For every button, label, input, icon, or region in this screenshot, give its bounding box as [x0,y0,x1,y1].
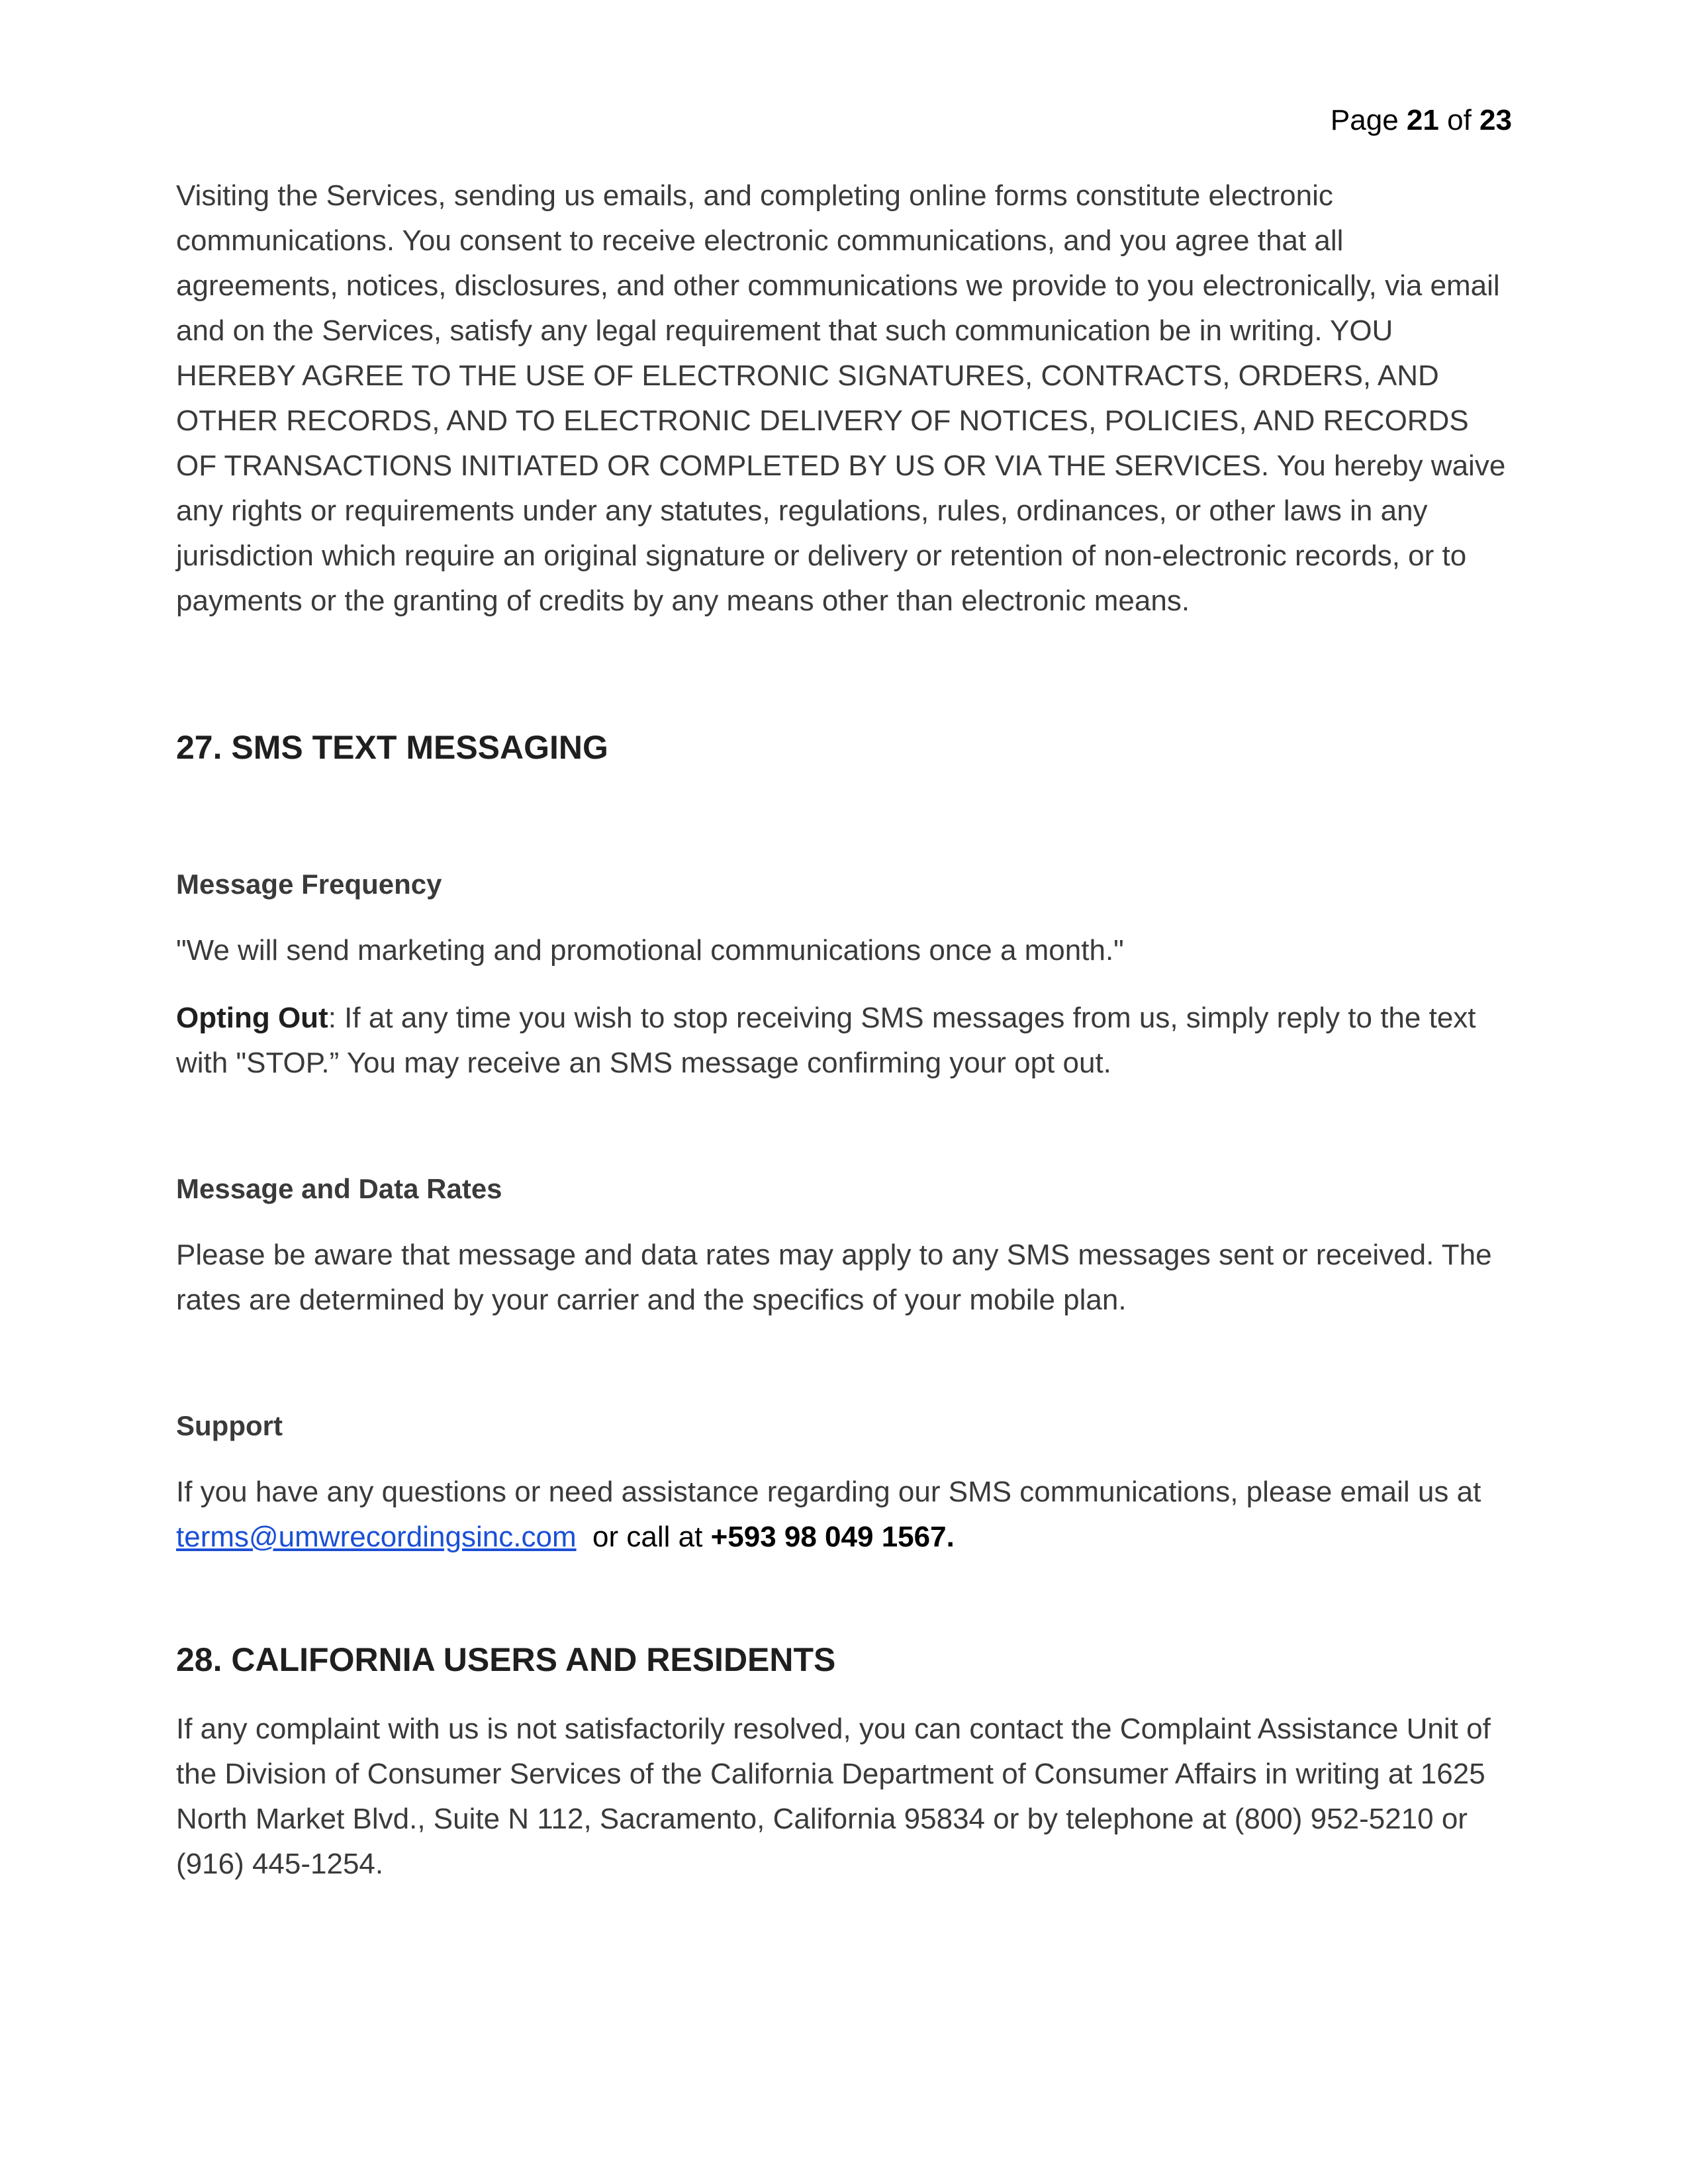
message-data-rates-paragraph: Please be aware that message and data rates may apply to any SMS messages sent or received. The rates are determined by your carrier and the specifics of your mobile plan. [176,1239,1492,1316]
electronic-communications-paragraph: Visiting the Services, sending us emails, and completing online forms constitute electronic communications. You consent to receive electronic communications, and you agree that all agreements, notices, disclosures, and other communications we provide to you electronically, via email and on the Services, satisfy any legal requirement that such communication be in writing. YOU HEREBY AGREE TO THE USE OF ELECTRONIC SIGNATURES, CONTRACTS, ORDERS, AND OTHER RECORDS, AND TO ELECTRONIC DELIVERY OF NOTICES, POLICIES, AND RECORDS OF TRANSACTIONS INITIATED OR COMPLETED BY US OR VIA THE SERVICES. You hereby waive any rights or requirements under any statutes, regulations, rules, ordinances, or other laws in any jurisdiction which require an original signature or delivery or retention of non-electronic records, or to payments or the granting of credits by any means other than electronic means. [176,179,1506,617]
support-text-middle: or call at [576,1521,711,1553]
message-frequency-heading: Message Frequency [176,869,442,900]
section-27-heading: 27. SMS TEXT MESSAGING [176,729,608,766]
support-paragraph [176,1470,1513,1560]
opting-out-text: : If at any time you wish to stop receiving SMS messages from us, simply reply to the text with "STOP.” You may receive an SMS message confirming your opt out. [176,1002,1476,1079]
california-users-paragraph: If any complaint with us is not satisfactorily resolved, you can contact the Complaint Assistance Unit of the Division of Consumer Services of the California Department of Consumer Affairs in writing at 1625 North Market Blvd., Suite N 112, Sacramento, California 95834 or by telephone at (800) 952-5210 or (916) 445-1254. [176,1713,1491,1880]
section-28-heading: 28. CALIFORNIA USERS AND RESIDENTS [176,1641,836,1678]
current-page-number: 21 [1406,104,1439,136]
support-heading: Support [176,1410,283,1441]
support-phone-number: +593 98 049 1567. [710,1521,955,1553]
message-data-rates-heading: Message and Data Rates [176,1173,502,1204]
support-email-link[interactable]: terms@umwrecordingsinc.com [176,1521,577,1553]
message-frequency-paragraph: "We will send marketing and promotional communications once a month." [176,934,1124,967]
page-label: Page [1330,104,1399,136]
of-label: of [1447,104,1472,136]
opting-out-label: Opting Out [176,1002,328,1034]
document-body [176,173,1513,1887]
total-pages-number: 23 [1479,104,1512,136]
opting-out-paragraph [176,996,1513,1086]
support-text-before: If you have any questions or need assistance regarding our SMS communications, please email us at [176,1476,1481,1508]
page-number-header [1331,99,1512,142]
